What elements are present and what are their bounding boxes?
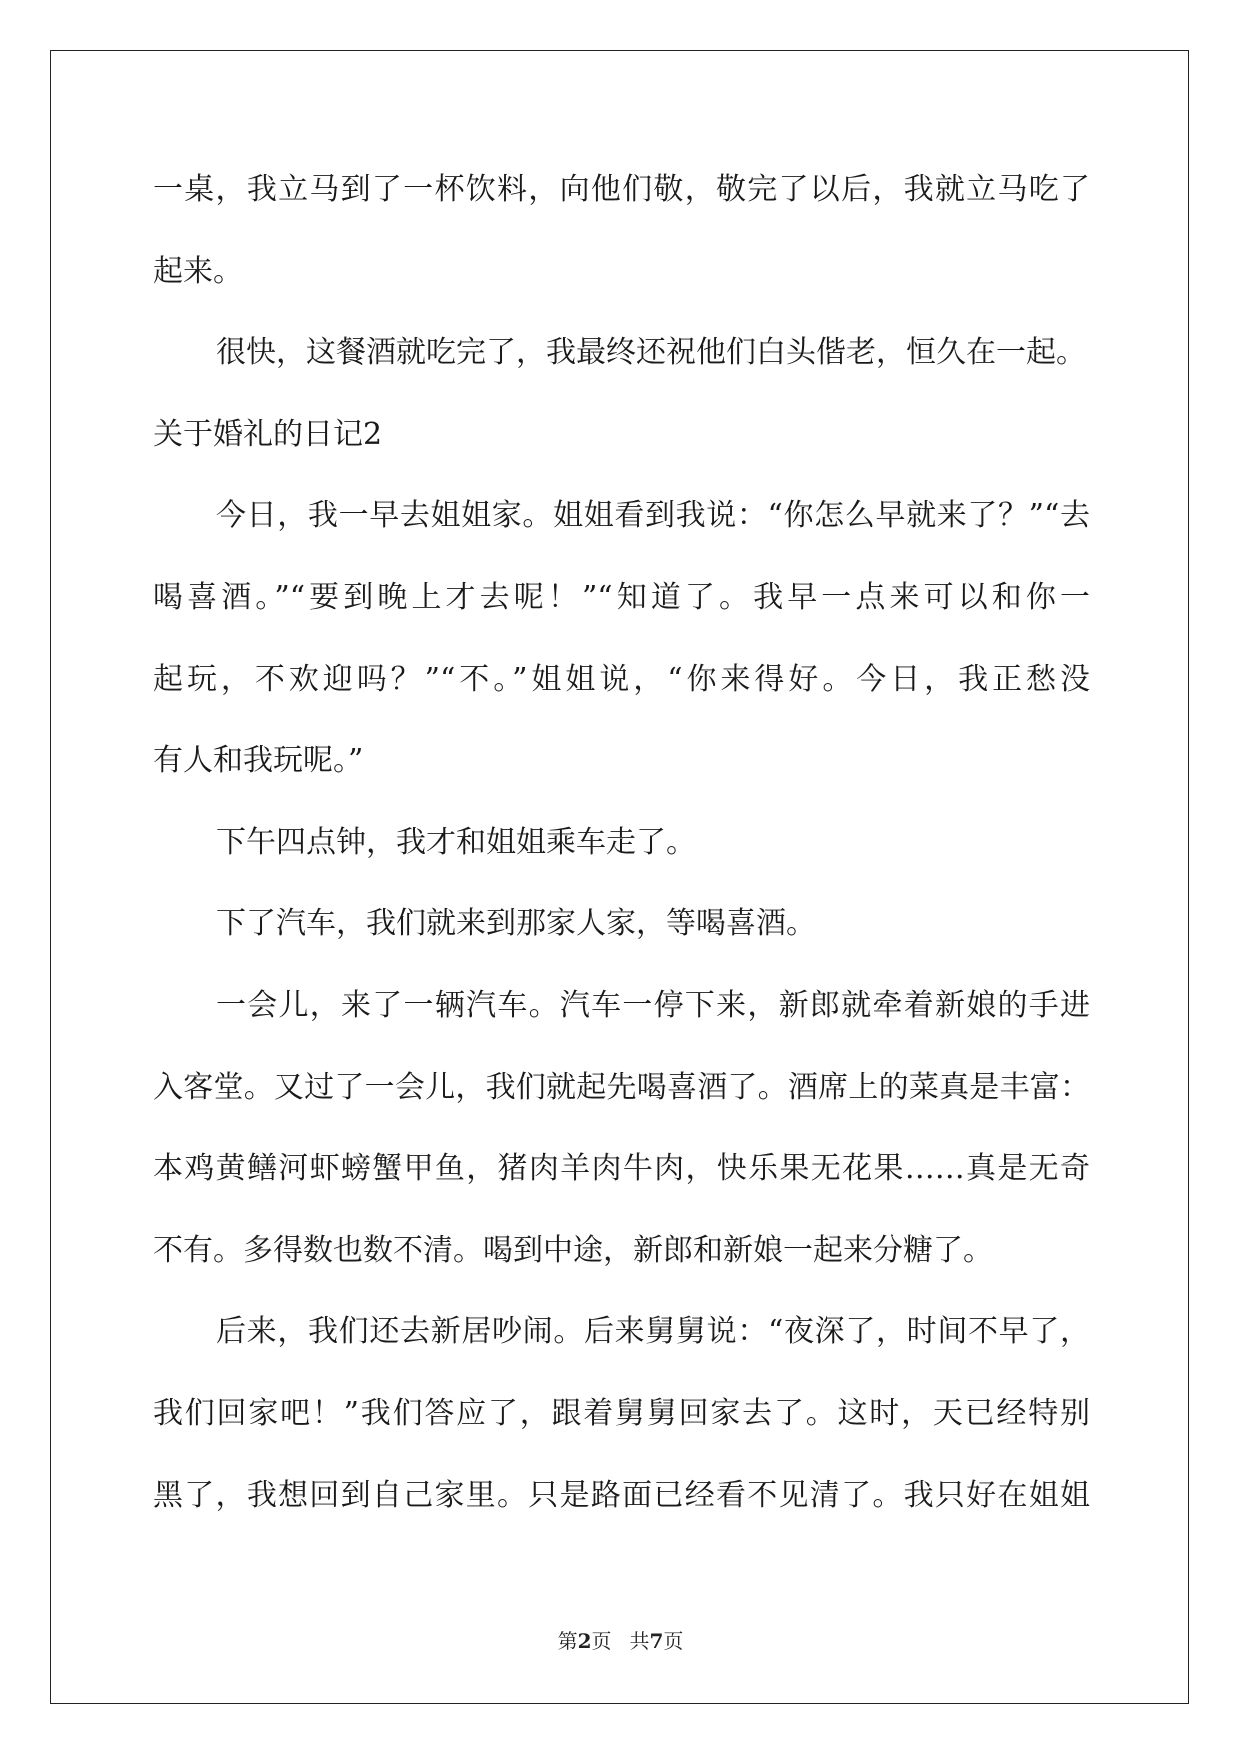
document-body: [153, 149, 1090, 1536]
text-line: 下了汽车，我们就来到那家人家，等喝喜酒。: [216, 906, 816, 942]
total-prefix: 共: [629, 1629, 650, 1653]
text-line: 一会儿，来了一辆汽车。汽车一停下来，新郎就牵着新娘的手进: [216, 987, 1090, 1023]
total-pages: 7: [649, 1629, 664, 1653]
page-footer: [0, 1628, 1241, 1654]
text-line: 黑了，我想回到自己家里。只是路面已经看不见清了。我只好在姐姐: [153, 1477, 1090, 1513]
page-suffix: 页: [591, 1629, 612, 1653]
text-line: 本鸡黄鳝河虾螃蟹甲鱼，猪肉羊肉牛肉，快乐果无花果……真是无奇: [153, 1151, 1090, 1187]
text-line: 后来，我们还去新居吵闹。后来舅舅说：“夜深了，时间不早了，: [216, 1314, 1090, 1350]
text-line: 下午四点钟，我才和姐姐乘车走了。: [216, 824, 696, 860]
text-line: 喝喜酒。”“要到晚上才去呢！”“知道了。我早一点来可以和你一: [153, 579, 1090, 615]
text-line: 不有。多得数也数不清。喝到中途，新郎和新娘一起来分糖了。: [153, 1232, 993, 1268]
page-prefix: 第: [557, 1629, 578, 1653]
text-line: 很快，这餐酒就吃完了，我最终还祝他们白头偕老，恒久在一起。: [216, 335, 1086, 371]
text-line: 一桌，我立马到了一杯饮料，向他们敬，敬完了以后，我就立马吃了: [153, 172, 1090, 207]
total-suffix: 页: [663, 1629, 684, 1653]
text-line: 入客堂。又过了一会儿，我们就起先喝喜酒了。酒席上的菜真是丰富：: [153, 1069, 1090, 1105]
text-line: 我们回家吧！”我们答应了，跟着舅舅回家去了。这时，天已经特别: [153, 1395, 1090, 1431]
page-number: 2: [577, 1629, 592, 1653]
section-heading: 关于婚礼的日记2: [153, 416, 383, 452]
text-line: 有人和我玩呢。”: [153, 743, 364, 779]
text-line: 起来。: [153, 253, 243, 289]
text-line: 起玩，不欢迎吗？”“不。”姐姐说，“你来得好。今日，我正愁没: [153, 661, 1090, 697]
text-line: 今日，我一早去姐姐家。姐姐看到我说：“你怎么早就来了？”“去: [216, 498, 1090, 534]
